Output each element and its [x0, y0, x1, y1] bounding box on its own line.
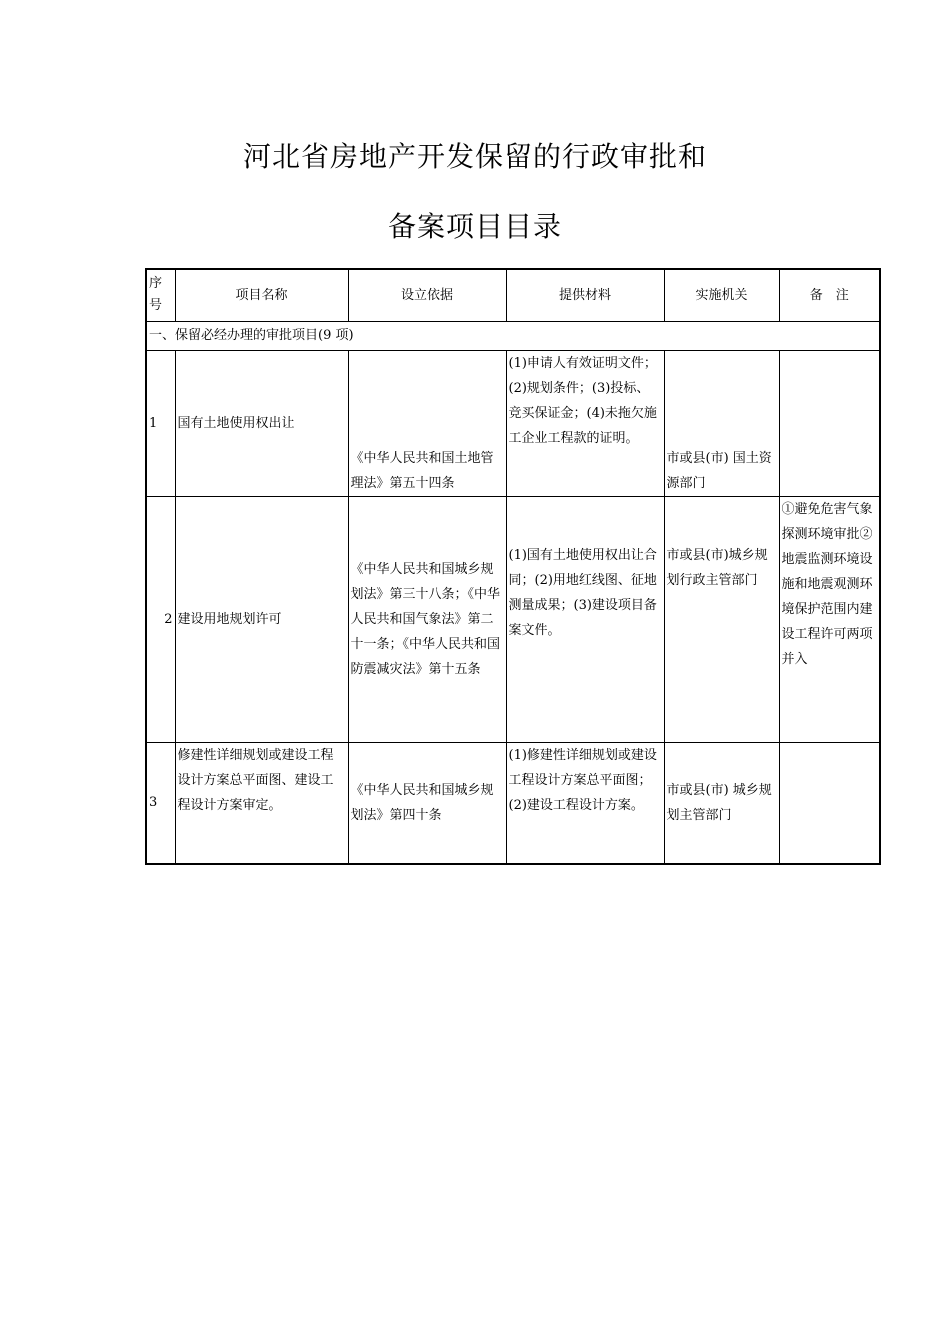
section-row	[146, 321, 880, 350]
table-header-row	[146, 269, 880, 321]
section-heading: 一、保留必经办理的审批项目(9 项)	[146, 321, 880, 350]
document-title-line1: 河北省房地产开发保留的行政审批和	[242, 140, 707, 173]
row-authority: 市或县(市) 城乡规划主管部门	[664, 742, 779, 864]
header-remarks: 备 注	[779, 269, 880, 321]
row-seq: 1	[146, 350, 175, 496]
row-seq: 3	[146, 742, 175, 864]
row-materials: (1)修建性详细规划或建设工程设计方案总平面图；(2)建设工程设计方案。	[506, 742, 664, 864]
row-remarks: ①避免危害气象探测环境审批②地震监测环境设施和地震观测环境保护范围内建设工程许可两项并入	[779, 496, 880, 742]
row-name: 国有土地使用权出让	[175, 350, 348, 496]
header-basis: 设立依据	[348, 269, 506, 321]
document-title-line2: 备案项目目录	[387, 210, 562, 243]
row-materials: (1)申请人有效证明文件；(2)规划条件；(3)投标、竞买保证金；(4)未拖欠施工企业工程款的证明。	[506, 350, 664, 496]
row-name: 建设用地规划许可	[175, 496, 348, 742]
header-materials: 提供材料	[506, 269, 664, 321]
approval-items-table	[145, 268, 881, 865]
row-authority: 市或县(市) 国土资源部门	[664, 350, 779, 496]
row-remarks	[779, 350, 880, 496]
header-authority: 实施机关	[664, 269, 779, 321]
row-basis: 《中华人民共和国城乡规划法》第四十条	[348, 742, 506, 864]
row-basis: 《中华人民共和国城乡规划法》第三十八条；《中华人民共和国气象法》第二十一条；《中华人民共和国防震减灾法》第十五条	[348, 496, 506, 742]
header-seq: 序号	[146, 269, 175, 321]
row-authority: 市或县(市)城乡规划行政主管部门	[664, 496, 779, 742]
row-name: 修建性详细规划或建设工程设计方案总平面图、建设工程设计方案审定。	[175, 742, 348, 864]
row-remarks	[779, 742, 880, 864]
row-seq: 2	[146, 496, 175, 742]
header-name: 项目名称	[175, 269, 348, 321]
table-row	[146, 350, 880, 496]
table-row	[146, 496, 880, 742]
row-materials: (1)国有土地使用权出让合同；(2)用地红线图、征地测量成果；(3)建设项目备案文件。	[506, 496, 664, 742]
row-basis: 《中华人民共和国土地管理法》第五十四条	[348, 350, 506, 496]
table-row	[146, 742, 880, 864]
